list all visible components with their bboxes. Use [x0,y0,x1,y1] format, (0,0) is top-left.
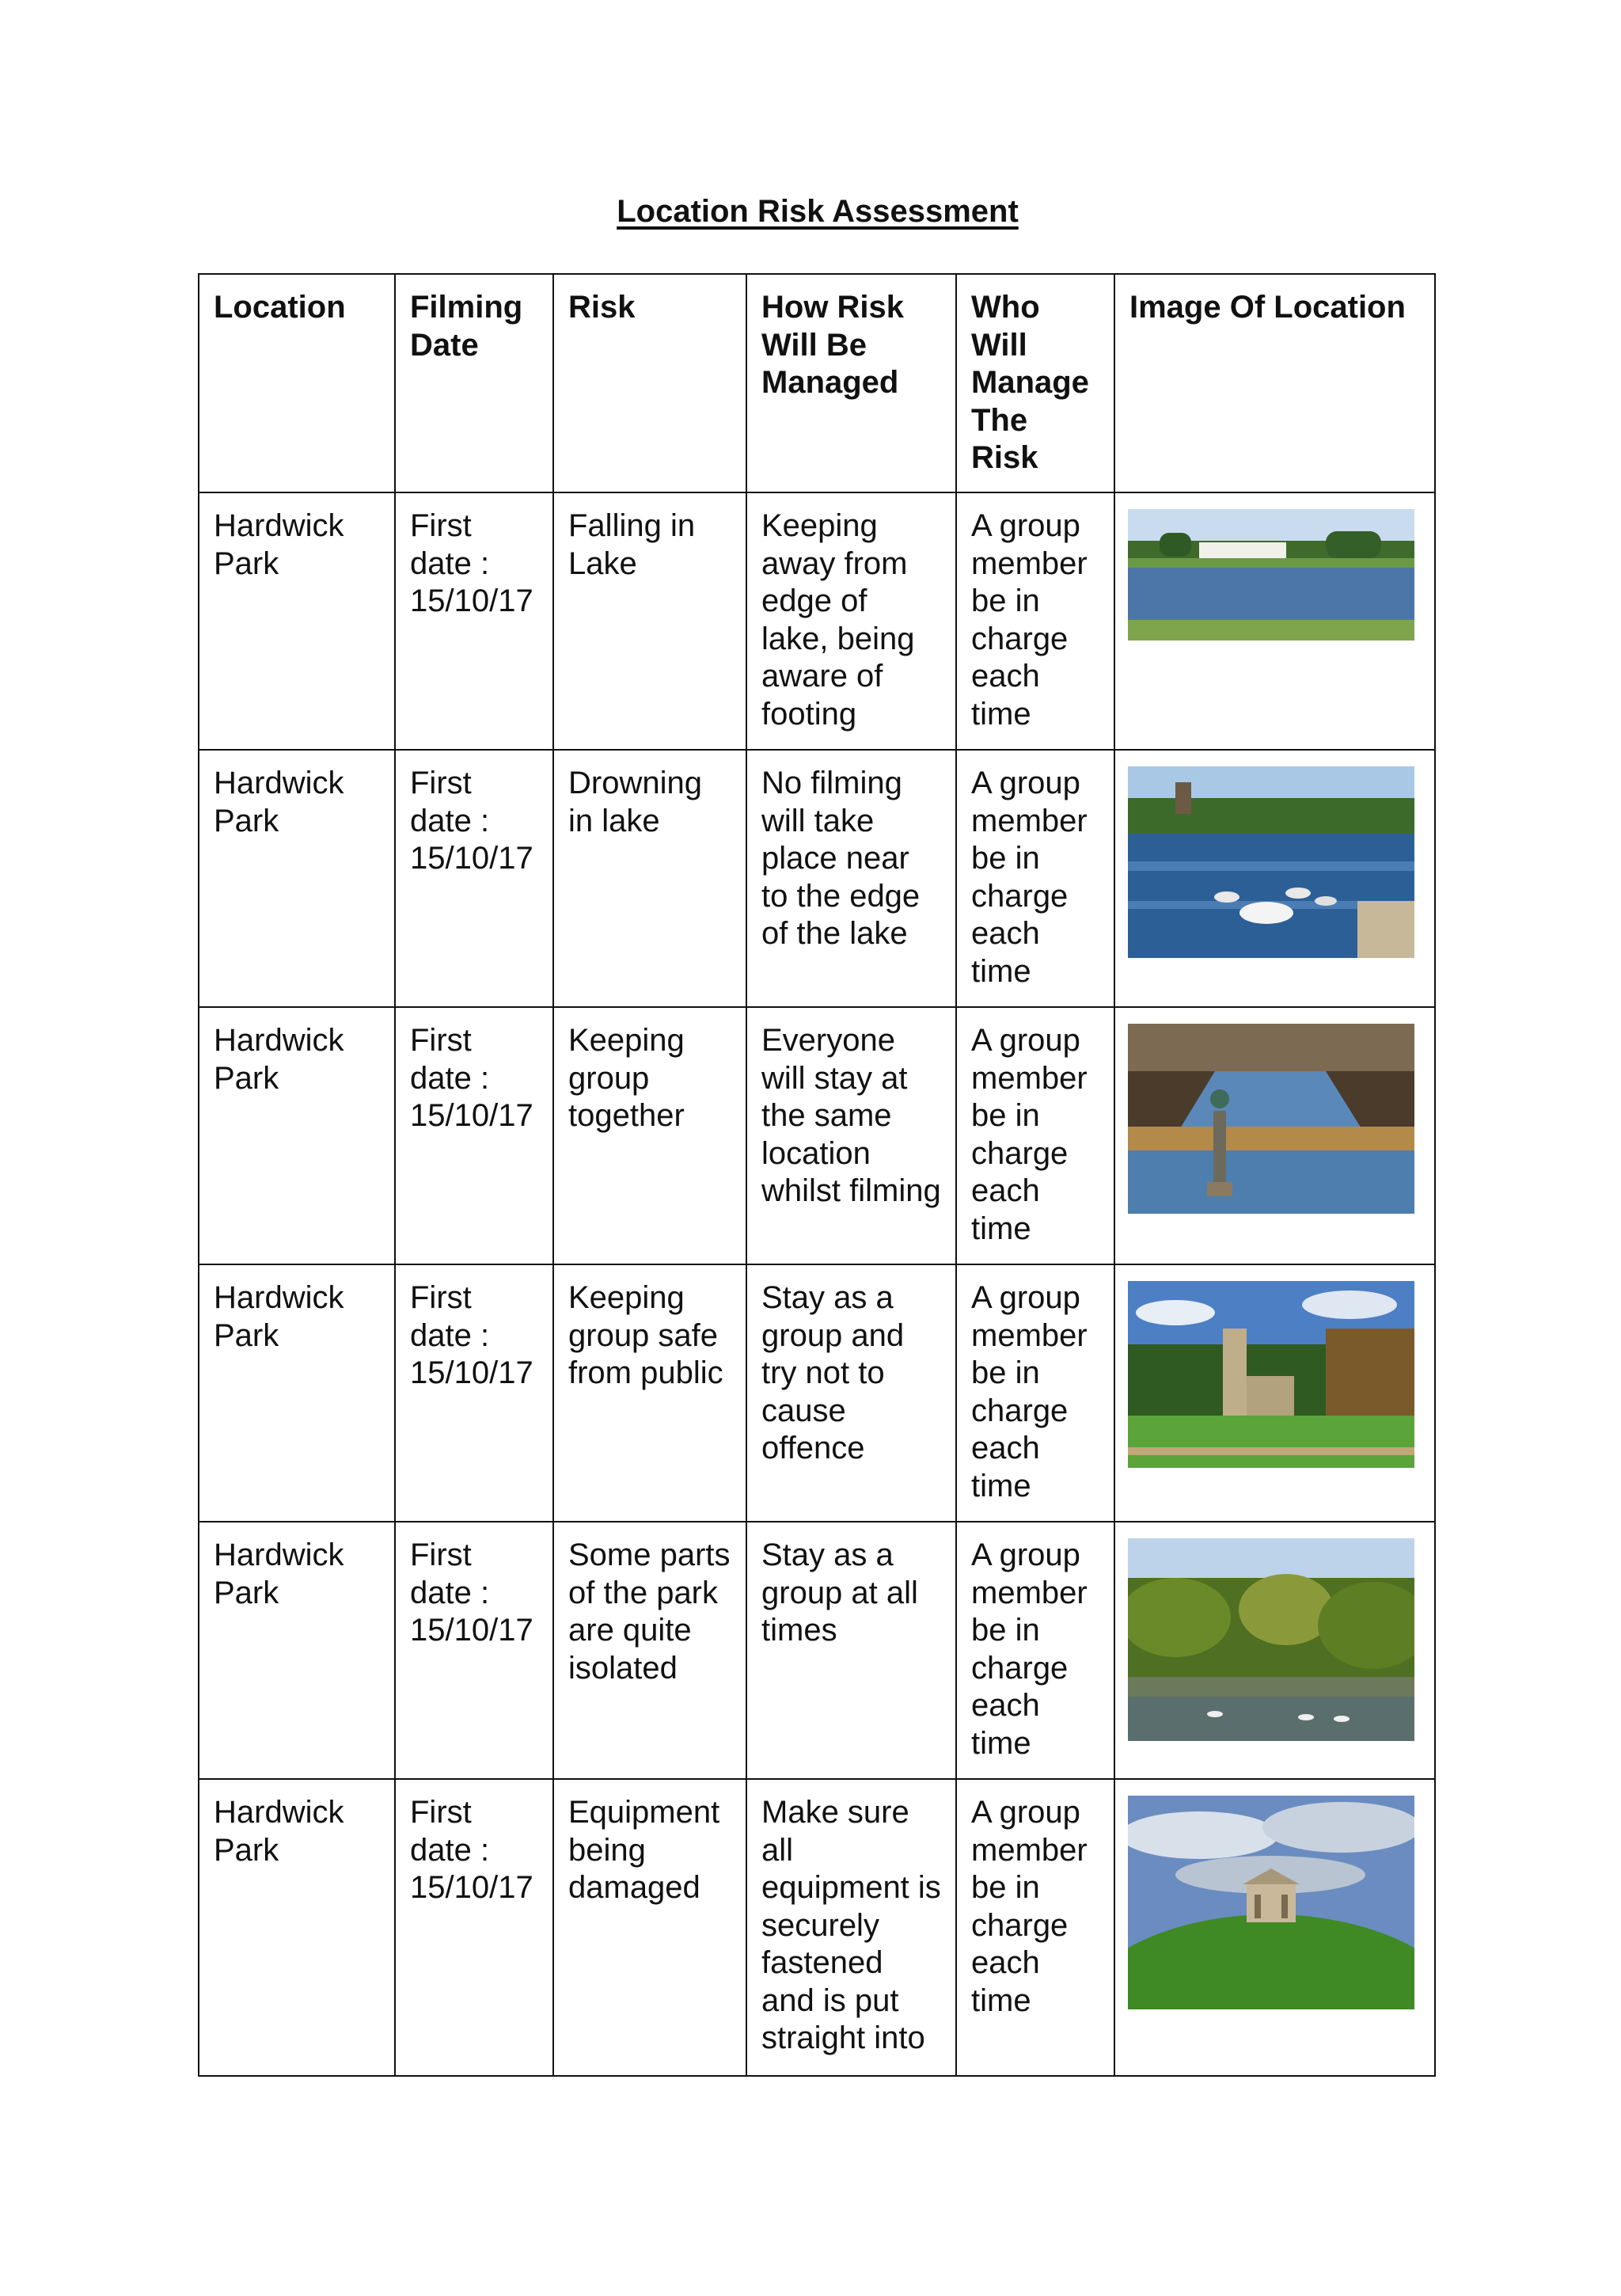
cell-image [1114,1779,1435,2076]
cell-risk: Keeping group safe from public [553,1264,746,1522]
cell-location: Hardwick Park [199,1264,395,1522]
cell-how: Keeping away from edge of lake, being aware of footing [746,492,956,750]
cell-image [1114,1522,1435,1779]
header-filming-date: Filming Date [395,274,553,492]
cell-who: A group member be in charge each time [956,492,1114,750]
statue-in-water-photo [1128,1024,1414,1214]
cell-location: Hardwick Park [199,1779,395,2076]
table-row [199,492,1435,750]
cell-location: Hardwick Park [199,1007,395,1264]
cell-date: First date : 15/10/17 [395,750,553,1007]
table-row [199,1264,1435,1522]
cell-risk: Falling in Lake [553,492,746,750]
cell-date: First date : 15/10/17 [395,492,553,750]
cell-how: Everyone will stay at the same location whilst filming [746,1007,956,1264]
table-header-row [199,274,1435,492]
header-how-managed: How Risk Will Be Managed [746,274,956,492]
cell-date: First date : 15/10/17 [395,1264,553,1522]
cell-risk: Keeping group together [553,1007,746,1264]
cell-risk: Some parts of the park are quite isolated [553,1522,746,1779]
trees-by-lake-photo [1128,1538,1414,1741]
swans-on-lake-photo [1128,766,1414,958]
table-row [199,1007,1435,1264]
cell-who: A group member be in charge each time [956,750,1114,1007]
cell-date: First date : 15/10/17 [395,1522,553,1779]
table-row [199,1779,1435,2076]
cell-how: Stay as a group and try not to cause offence [746,1264,956,1522]
table-row [199,750,1435,1007]
cell-date: First date : 15/10/17 [395,1779,553,2076]
temple-on-hill-photo [1128,1796,1414,2009]
cell-date: First date : 15/10/17 [395,1007,553,1264]
cell-who: A group member be in charge each time [956,1264,1114,1522]
header-risk: Risk [553,274,746,492]
cell-image [1114,1007,1435,1264]
cell-who: A group member be in charge each time [956,1007,1114,1264]
cell-image [1114,750,1435,1007]
cell-location: Hardwick Park [199,1522,395,1779]
cell-how: Make sure all equipment is securely fastened and is put straight into [746,1779,956,2076]
lake-with-house-photo [1128,509,1414,641]
header-location: Location [199,274,395,492]
cell-location: Hardwick Park [199,750,395,1007]
tower-on-lawn-photo [1128,1281,1414,1468]
cell-how: Stay as a group at all times [746,1522,956,1779]
cell-who: A group member be in charge each time [956,1779,1114,2076]
cell-risk: Equipment being damaged [553,1779,746,2076]
cell-how: No filming will take place near to the edge of the lake [746,750,956,1007]
cell-location: Hardwick Park [199,492,395,750]
table-row [199,1522,1435,1779]
header-who-manages: Who Will Manage The Risk [956,274,1114,492]
cell-image [1114,492,1435,750]
cell-risk: Drowning in lake [553,750,746,1007]
risk-assessment-table [198,273,1436,2077]
cell-who: A group member be in charge each time [956,1522,1114,1779]
page-title: Location Risk Assessment [617,194,1019,229]
cell-image [1114,1264,1435,1522]
header-image: Image Of Location [1114,274,1435,492]
